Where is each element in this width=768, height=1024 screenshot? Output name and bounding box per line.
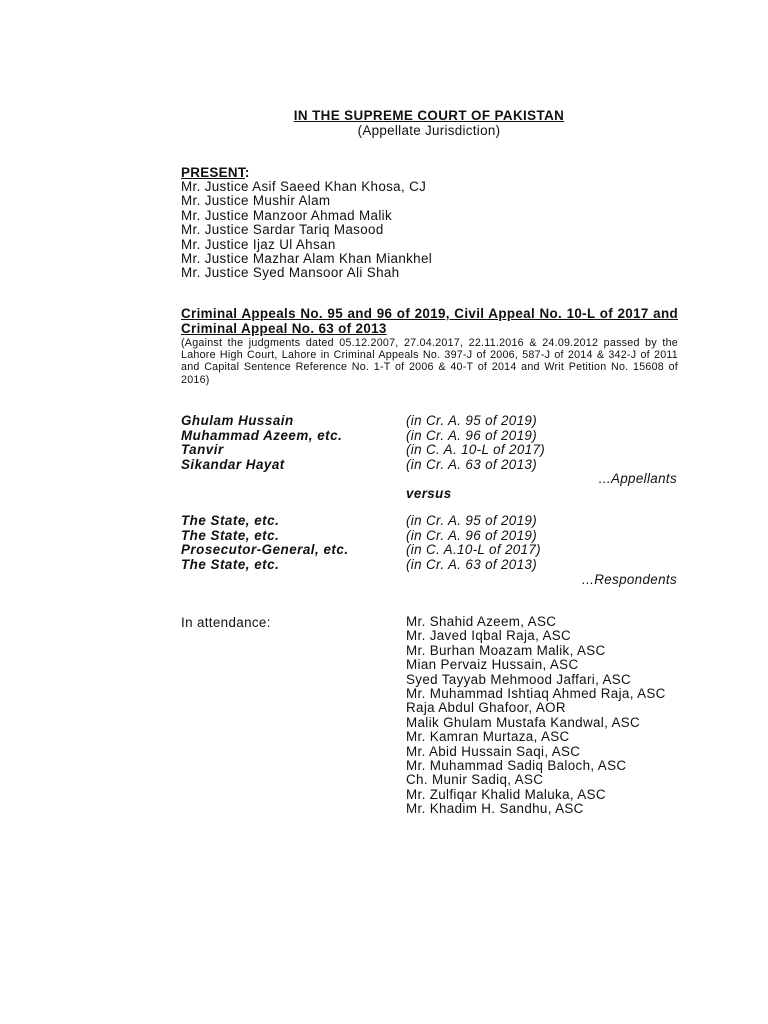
counsel-entry: Syed Tayyab Mehmood Jaffari, ASC bbox=[406, 671, 632, 687]
counsel-entry: Mr. Muhammad Sadiq Baloch, ASC bbox=[406, 758, 627, 774]
jurisdiction-subtitle: (Appellate Jurisdiction) bbox=[357, 123, 501, 138]
party-name: The State, etc. bbox=[181, 556, 280, 572]
party-name: Prosecutor-General, etc. bbox=[181, 542, 349, 557]
case-reference: (in C. A.10-L of 2017) bbox=[406, 542, 541, 557]
present-colon: : bbox=[244, 165, 250, 180]
counsel-entry: Ch. Munir Sadiq, ASC bbox=[406, 772, 544, 788]
judge-name: Mr. Justice Manzoor Ahmad Malik bbox=[181, 207, 393, 223]
case-reference: (in Cr. A. 63 of 2013) bbox=[406, 456, 538, 472]
case-reference: (in Cr. A. 95 of 2019) bbox=[406, 413, 538, 428]
judges-list bbox=[181, 180, 432, 281]
counsel-list bbox=[406, 615, 678, 817]
counsel-entry: Mr. Abid Hussain Saqi, ASC bbox=[406, 743, 581, 759]
appellants-label: ...Appellants bbox=[598, 471, 677, 486]
respondents-label: ...Respondents bbox=[582, 572, 677, 587]
counsel-entry: Mr. Shahid Azeem, ASC bbox=[406, 614, 557, 629]
counsel-entry: Mr. Khadim H. Sandhu, ASC bbox=[406, 801, 584, 817]
counsel-entry: Mr. Javed Iqbal Raja, ASC bbox=[406, 628, 572, 644]
party-name: The State, etc. bbox=[181, 513, 280, 528]
attendance-label: In attendance: bbox=[181, 615, 271, 630]
counsel-entry: Mr. Kamran Murtaza, ASC bbox=[406, 729, 570, 745]
judge-name: Mr. Justice Asif Saeed Khan Khosa, CJ bbox=[181, 179, 427, 194]
party-name: The State, etc. bbox=[181, 527, 280, 543]
present-heading bbox=[181, 165, 250, 180]
case-reference: (in Cr. A. 63 of 2013) bbox=[406, 556, 538, 572]
party-name: Muhammad Azeem, etc. bbox=[181, 427, 343, 443]
case-reference: (in Cr. A. 96 of 2019) bbox=[406, 427, 538, 443]
case-reference: (in C. A. 10-L of 2017) bbox=[406, 442, 546, 457]
present-label: PRESENT bbox=[181, 165, 245, 180]
case-note: (Against the judgments dated 05.12.2007, 27.04.2017, 22.11.2016 & 24.09.2012 passed by the Lahore High Court, Lahore in Criminal Appeals No. 397-J of 2006, 587-J of 2014 & 342-J of 2011 and Capital Sentence Reference No. 1-T of 2006 & 40-T of 2014 and Writ Petition No. 15608 of 2016) bbox=[181, 337, 678, 386]
counsel-entry: Malik Ghulam Mustafa Kandwal, ASC bbox=[406, 714, 641, 730]
counsel-entry: Mian Pervaiz Hussain, ASC bbox=[406, 657, 579, 673]
judge-name: Mr. Justice Syed Mansoor Ali Shah bbox=[181, 265, 400, 281]
party-name: Tanvir bbox=[181, 442, 224, 457]
case-reference: (in Cr. A. 96 of 2019) bbox=[406, 527, 538, 543]
judge-name: Mr. Justice Ijaz Ul Ahsan bbox=[181, 236, 336, 252]
counsel-entry: Mr. Zulfiqar Khalid Maluka, ASC bbox=[406, 786, 606, 802]
party-name: Ghulam Hussain bbox=[181, 413, 294, 428]
counsel-entry: Mr. Burhan Moazam Malik, ASC bbox=[406, 642, 606, 658]
party-name: Sikandar Hayat bbox=[181, 456, 285, 472]
judge-name: Mr. Justice Sardar Tariq Masood bbox=[181, 222, 384, 238]
counsel-entry: Mr. Muhammad Ishtiaq Ahmed Raja, ASC bbox=[406, 686, 666, 702]
judge-name: Mr. Justice Mazhar Alam Khan Miankhel bbox=[181, 250, 433, 266]
versus-label: versus bbox=[406, 486, 452, 501]
case-heading: Criminal Appeals No. 95 and 96 of 2019, Civil Appeal No. 10-L of 2017 and Criminal Appeal No. 63 of 2013 bbox=[181, 306, 678, 336]
case-reference: (in Cr. A. 95 of 2019) bbox=[406, 513, 538, 528]
counsel-entry: Raja Abdul Ghafoor, AOR bbox=[406, 700, 566, 716]
court-title: IN THE SUPREME COURT OF PAKISTAN bbox=[293, 108, 565, 123]
judge-name: Mr. Justice Mushir Alam bbox=[181, 193, 331, 209]
